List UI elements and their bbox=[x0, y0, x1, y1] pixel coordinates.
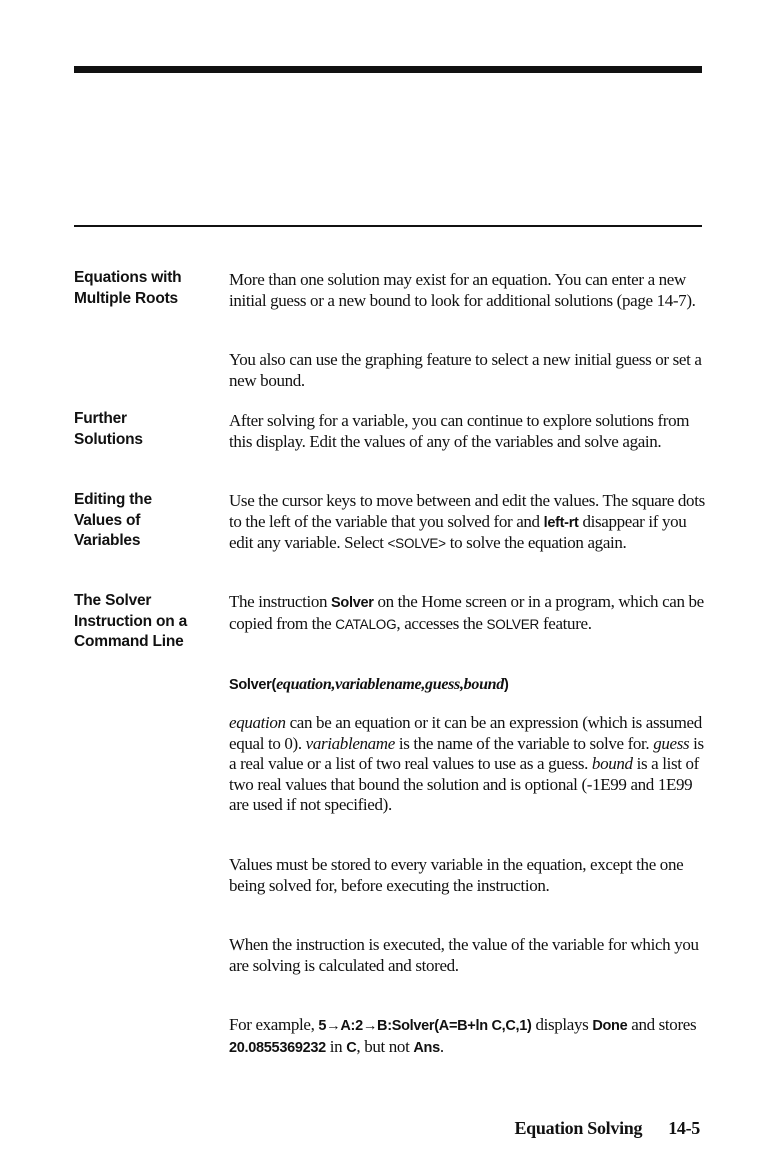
para-editing-values: Use the cursor keys to move between and edit the values. The square dots to the left of the variable that you solved for and left-rt disappear if you edit any variable. Select <SOLVE> to solve the equation again. bbox=[229, 491, 705, 552]
left-rt-keyword: left-rt bbox=[543, 514, 579, 531]
heading-equations-multiple-roots: Equations with Multiple Roots bbox=[74, 269, 182, 307]
para-values-stored: Values must be stored to every variable in the equation, except the one being solved for, before executing the instruction. bbox=[229, 855, 684, 895]
para-graphing-feature: You also can use the graphing feature to select a new initial guess or set a new bound. bbox=[229, 350, 702, 390]
para-argument-description: equation can be an equation or it can be an expression (which is assumed equal to 0). variablename is the name of the variable to solve for. guess is a real value or a list of two real values to use as a guess. bound is a list of two real values that bound the solution and is optional (-1E99 and 1E99 are used if not specified). bbox=[229, 713, 704, 814]
heading-editing-values: Editing the Values of Variables bbox=[74, 491, 152, 549]
done-keyword: Done bbox=[592, 1018, 628, 1034]
para-example: For example, 5→A:2→B:Solver(A=B+ln C,C,1) displays Done and stores 20.0855369232 in C, but not Ans. bbox=[229, 1015, 697, 1056]
solve-menu-item: <SOLVE> bbox=[387, 536, 446, 551]
top-thick-rule bbox=[74, 66, 702, 73]
variable-c: C bbox=[346, 1039, 357, 1056]
top-thin-rule bbox=[74, 225, 702, 227]
result-value: 20.0855369232 bbox=[229, 1039, 326, 1056]
example-code: 5→A:2→B:Solver(A=B+ln C,C,1) bbox=[318, 1018, 532, 1034]
ans-keyword: Ans bbox=[413, 1039, 440, 1056]
catalog-label: CATALOG bbox=[335, 616, 397, 632]
solver-feature-label: SOLVER bbox=[486, 616, 540, 632]
footer-chapter-title: Equation Solving bbox=[514, 1118, 643, 1138]
para-further-solutions: After solving for a variable, you can continue to explore solutions from this display. Edit the values of any of the variables and solve again. bbox=[229, 411, 690, 451]
para-multiple-roots: More than one solution may exist for an equation. You can enter a new initial guess or a new bound to look for additional solutions (page 14-7). bbox=[229, 270, 696, 310]
page-footer bbox=[440, 1118, 700, 1139]
solver-keyword: Solver bbox=[331, 595, 374, 611]
para-solver-instruction: The instruction Solver on the Home screen or in a program, which can be copied from the CATALOG, accesses the SOLVER feature. bbox=[229, 592, 704, 633]
solver-syntax: Solver(equation,variablename,guess,bound) bbox=[229, 676, 509, 693]
heading-solver-instruction: The Solver Instruction on a Command Line bbox=[74, 592, 188, 650]
heading-further-solutions: Further Solutions bbox=[74, 410, 143, 448]
para-instruction-executed: When the instruction is executed, the value of the variable for which you are solving is calculated and stored. bbox=[229, 935, 699, 975]
footer-page-number: 14-5 bbox=[668, 1118, 700, 1138]
